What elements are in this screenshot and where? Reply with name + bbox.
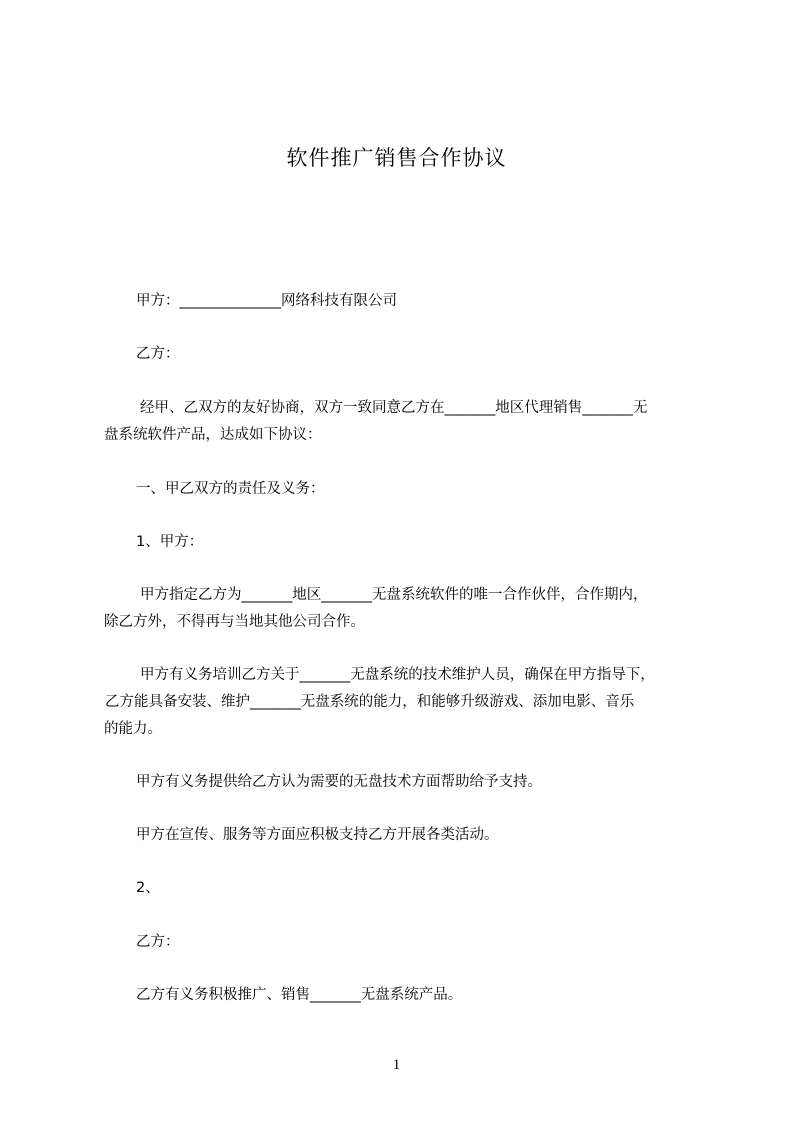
party-a-line: 甲方：______________网络科技有限公司: [136, 293, 397, 309]
clause-2-heading: 乙方：: [136, 934, 180, 950]
clause-2-paragraph-1: 乙方有义务积极推广、销售_______无盘系统产品。: [136, 987, 463, 1003]
party-b-line: 乙方：: [136, 346, 180, 362]
preamble-line-1: 经甲、乙双方的友好协商，双方一致同意乙方在_______地区代理销售_______无: [140, 400, 648, 416]
page-number: 1: [392, 1057, 401, 1073]
document-title: 软件推广销售合作协议: [286, 146, 507, 170]
clause-1-paragraph-4: 甲方在宣传、服务等方面应积极支持乙方开展各类活动。: [136, 827, 499, 843]
clause-1-heading: 1、甲方：: [136, 534, 204, 550]
clause-1-paragraph-1-line-1: 甲方指定乙方为_______地区_______无盘系统软件的唯一合作伙伴，合作期内，: [140, 587, 648, 603]
clause-2-number: 2、: [136, 880, 160, 896]
preamble-line-2: 盘系统软件产品，达成如下协议：: [104, 427, 322, 443]
section-heading-1: 一、甲乙双方的责任及义务：: [136, 481, 325, 497]
clause-1-paragraph-1-line-2: 除乙方外，不得再与当地其他公司合作。: [104, 614, 365, 630]
clause-1-paragraph-2-line-3: 的能力。: [104, 721, 162, 737]
clause-1-paragraph-3: 甲方有义务提供给乙方认为需要的无盘技术方面帮助给予支持。: [136, 774, 542, 790]
clause-1-paragraph-2-line-2: 乙方能具备安装、维护_______无盘系统的能力，和能够升级游戏、添加电影、音乐: [105, 694, 635, 710]
clause-1-paragraph-2-line-1: 甲方有义务培训乙方关于_______无盘系统的技术维护人员，确保在甲方指导下，: [140, 667, 655, 683]
